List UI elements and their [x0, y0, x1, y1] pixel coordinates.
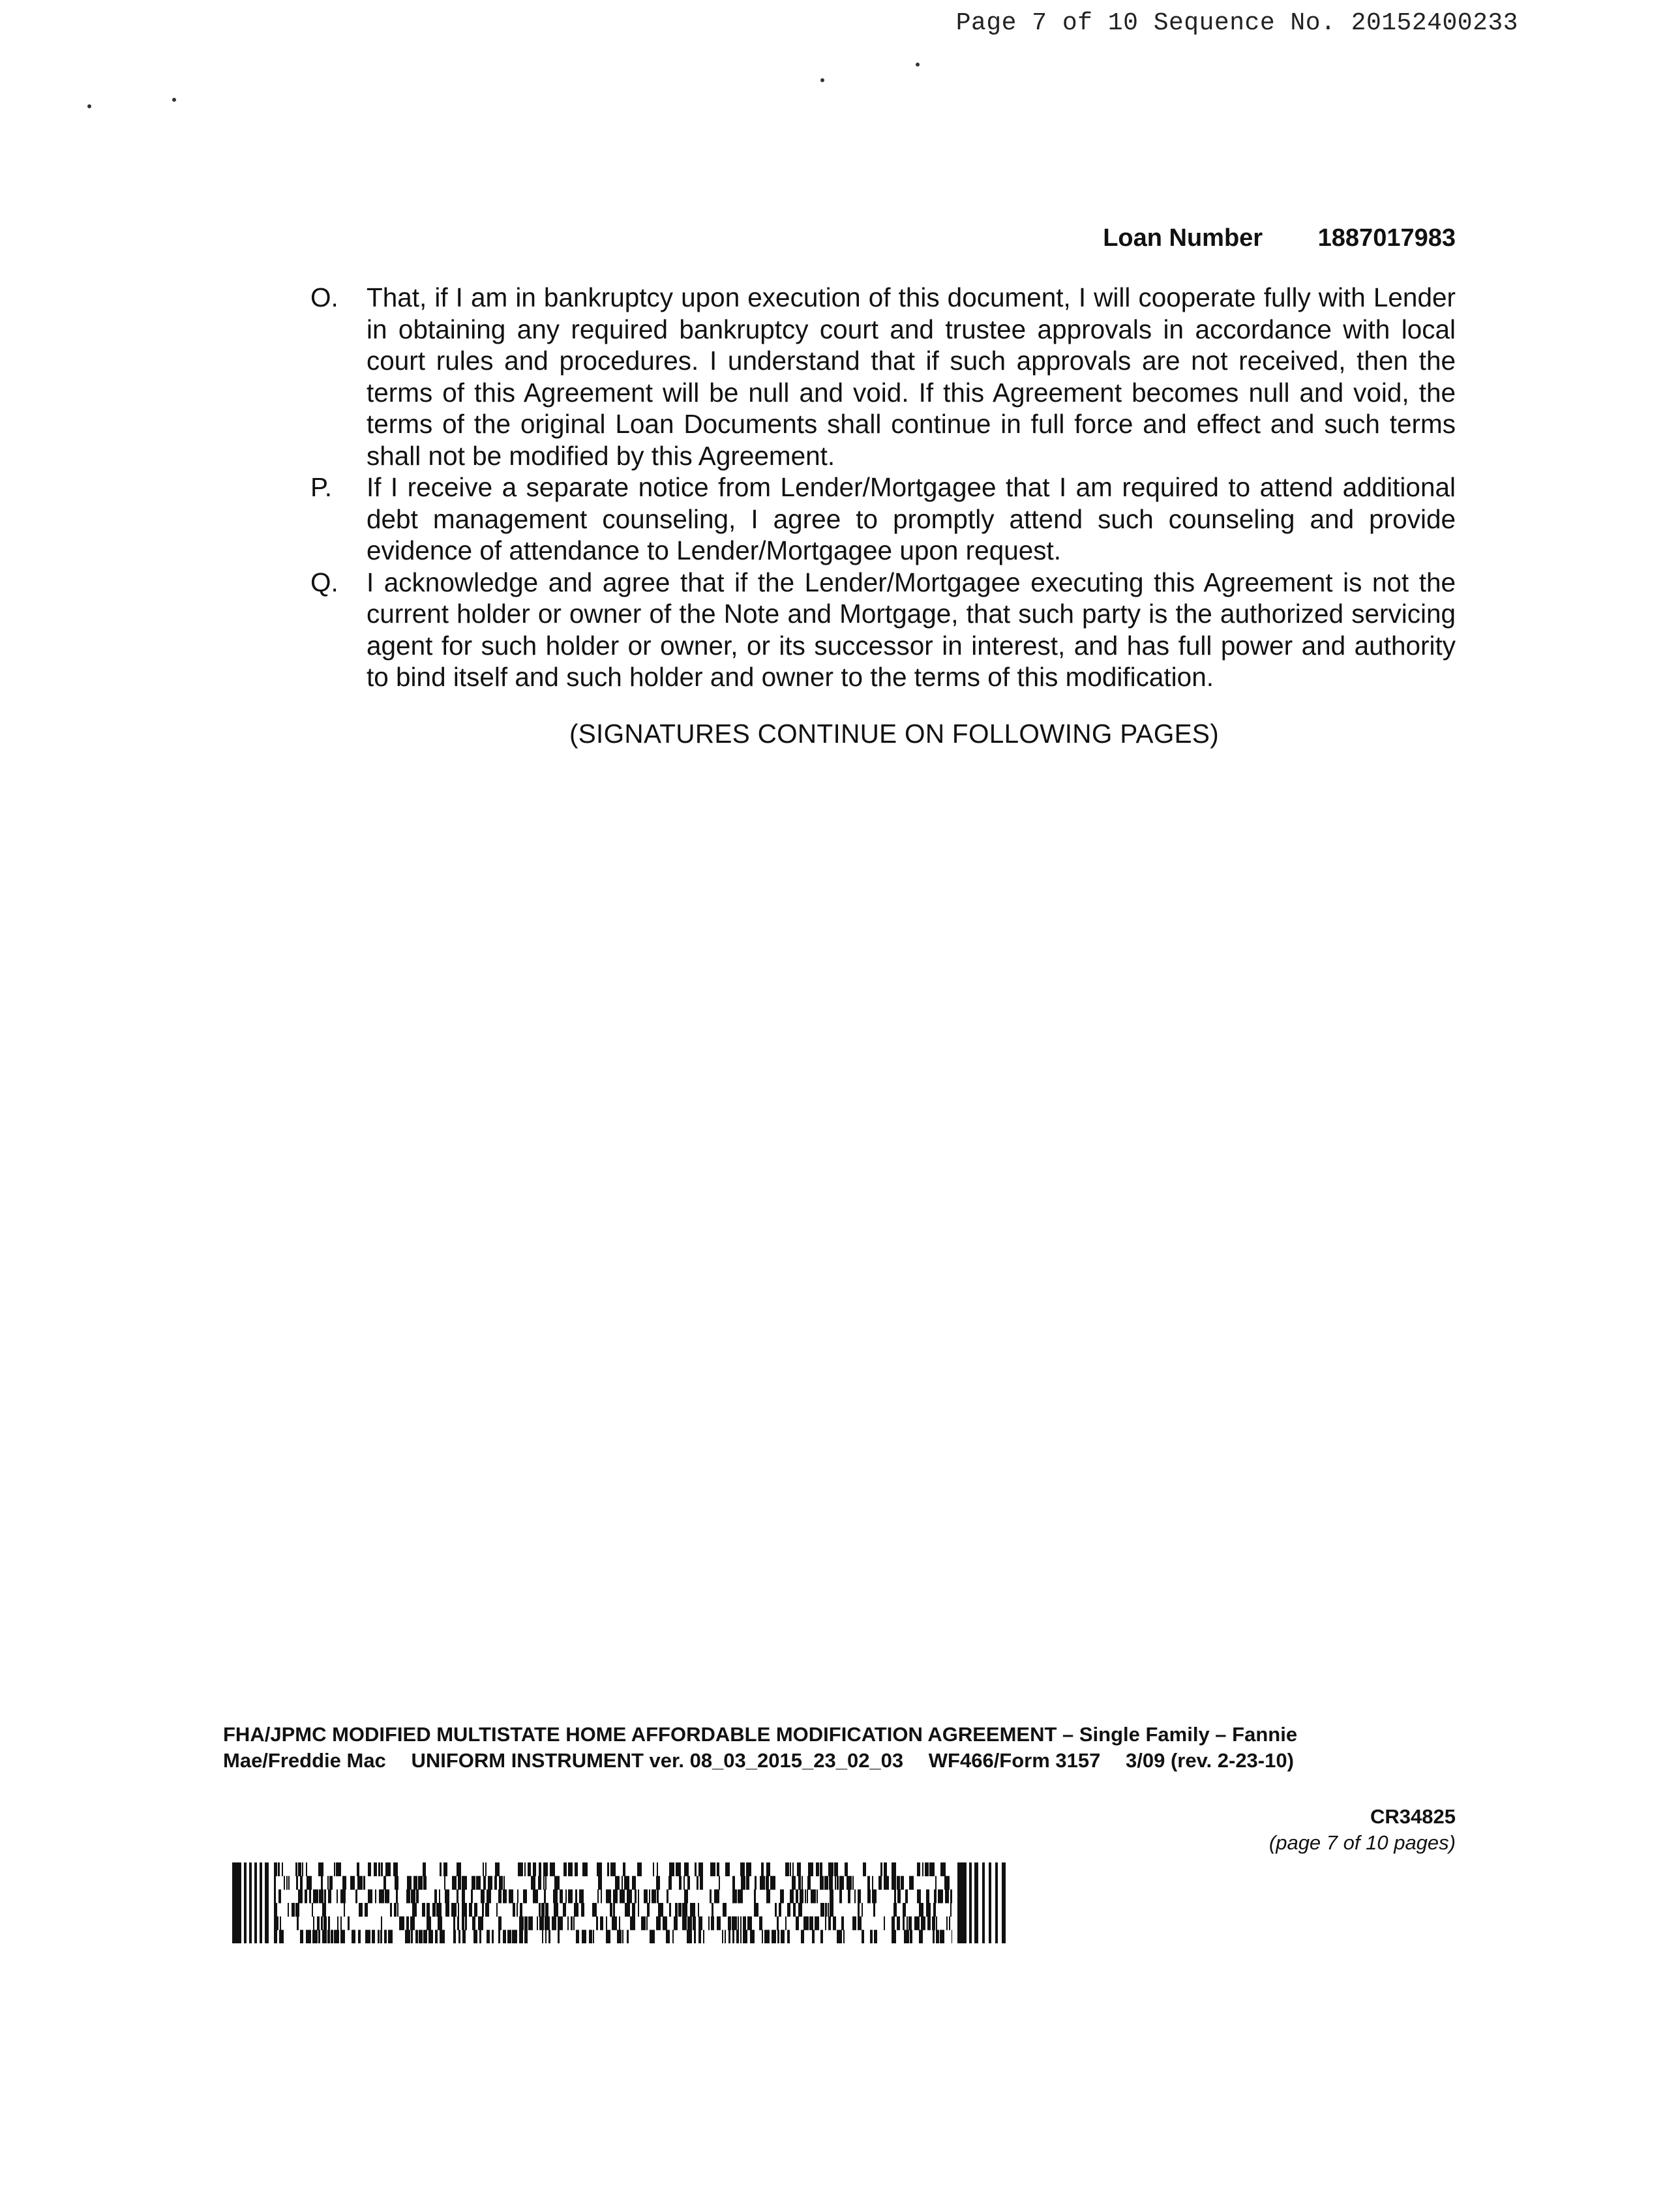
form-title-part: Mae/Freddie Mac [223, 1749, 386, 1772]
scan-speck [916, 63, 920, 67]
form-id-block [1269, 1804, 1456, 1856]
clause-o [310, 282, 1456, 471]
clause-letter: Q. [310, 567, 338, 597]
form-title-line-2 [223, 1748, 1462, 1774]
scan-speck [172, 98, 176, 102]
form-title-part: 3/09 (rev. 2-23-10) [1126, 1749, 1294, 1772]
sequence-stamp: Page 7 of 10 Sequence No. 20152400233 [955, 9, 1518, 37]
clause-list [310, 282, 1456, 693]
form-code: CR34825 [1370, 1805, 1456, 1828]
loan-number-label: Loan Number [1103, 224, 1263, 252]
scan-speck [820, 78, 824, 82]
page-count: (page 7 of 10 pages) [1268, 1831, 1456, 1854]
signatures-continue-note: (SIGNATURES CONTINUE ON FOLLOWING PAGES) [569, 719, 1220, 749]
clause-text: I acknowledge and agree that if the Lender/Mortgagee executing this Agreement is not the current holder or owner of the Note and Mortgage, that such party is the authorized servicing agent for such holder or owner, or its successor in interest, and has full power and authority to bind itself and such holder and owner to the terms of this modification. [367, 567, 1456, 692]
loan-number-line [1103, 224, 1456, 252]
loan-number-value: 1887017983 [1317, 224, 1456, 252]
scan-speck [87, 104, 91, 108]
clause-q [310, 567, 1456, 693]
clause-letter: P. [310, 472, 333, 502]
form-title-part: UNIFORM INSTRUMENT ver. 08_03_2015_23_02_03 [411, 1749, 904, 1772]
form-title-line-1: FHA/JPMC MODIFIED MULTISTATE HOME AFFORDABLE MODIFICATION AGREEMENT – Single Family – Fannie [223, 1723, 1298, 1746]
form-title-part: WF466/Form 3157 [928, 1749, 1101, 1772]
form-title [223, 1722, 1462, 1774]
clause-text: That, if I am in bankruptcy upon execution of this document, I will cooperate fully with Lender in obtaining any required bankruptcy court and trustee approvals in accordance with local court rules and procedures. I understand that if such approvals are not received, then the terms of this Agreement will be null and void. If this Agreement becomes null and void, the terms of the original Loan Documents shall continue in full force and effect and such terms shall not be modified by this Agreement. [367, 282, 1456, 471]
clause-text: If I receive a separate notice from Lender/Mortgagee that I am required to attend additional debt management counseling, I agree to promptly attend such counseling and provide evidence of attendance to Lender/Mortgagee upon request. [367, 472, 1456, 565]
clause-letter: O. [310, 282, 338, 312]
barcode-icon [232, 1862, 1012, 1943]
clause-p [310, 471, 1456, 567]
